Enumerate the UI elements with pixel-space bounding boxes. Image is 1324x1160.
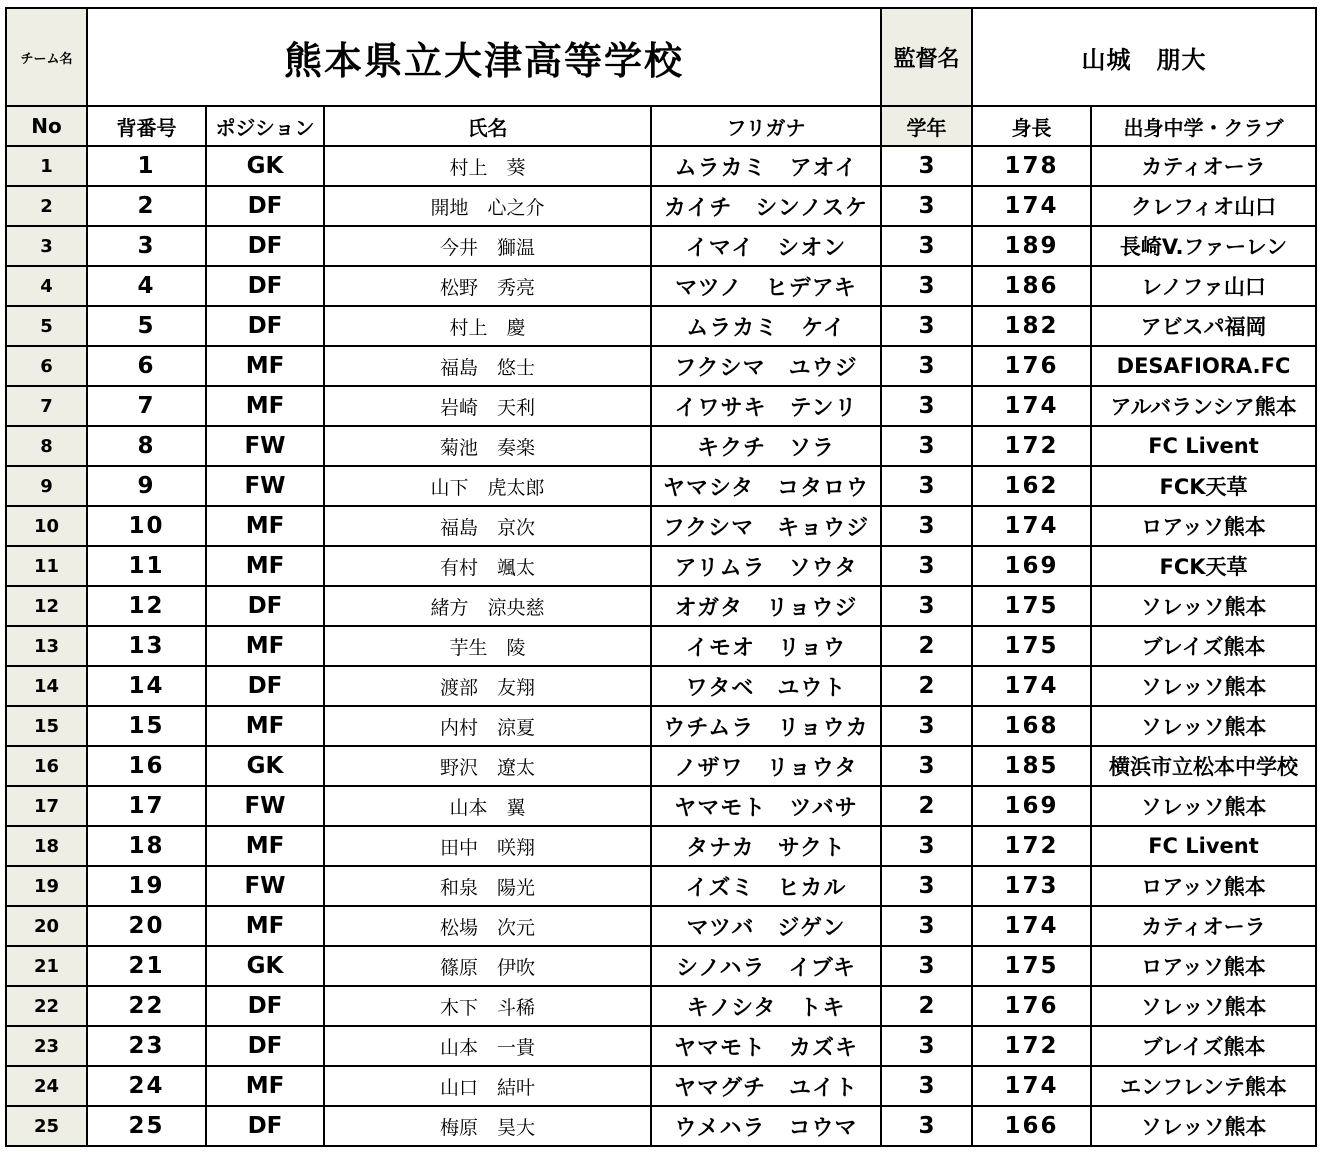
cell-club: ソレッソ熊本 bbox=[1091, 706, 1316, 746]
cell-jersey: 2 bbox=[87, 186, 206, 226]
cell-position: DF bbox=[206, 666, 324, 706]
table-row bbox=[6, 586, 1316, 626]
cell-no: 18 bbox=[6, 826, 87, 866]
cell-no: 23 bbox=[6, 1026, 87, 1066]
cell-position: DF bbox=[206, 226, 324, 266]
cell-position: MF bbox=[206, 706, 324, 746]
cell-kana: ヤマモト ツバサ bbox=[651, 786, 881, 826]
cell-position: FW bbox=[206, 786, 324, 826]
cell-name: 岩崎 天利 bbox=[324, 386, 651, 426]
cell-height: 172 bbox=[972, 1026, 1091, 1066]
cell-name: 緒方 涼央慈 bbox=[324, 586, 651, 626]
cell-name: 山本 一貴 bbox=[324, 1026, 651, 1066]
cell-name: 和泉 陽光 bbox=[324, 866, 651, 906]
cell-position: DF bbox=[206, 586, 324, 626]
cell-kana: マツバ ジゲン bbox=[651, 906, 881, 946]
cell-kana: ヤマモト カズキ bbox=[651, 1026, 881, 1066]
cell-name: 田中 咲翔 bbox=[324, 826, 651, 866]
cell-grade: 3 bbox=[881, 346, 972, 386]
cell-club: FCK天草 bbox=[1091, 466, 1316, 506]
cell-position: FW bbox=[206, 466, 324, 506]
cell-kana: イマイ シオン bbox=[651, 226, 881, 266]
cell-kana: フクシマ ユウジ bbox=[651, 346, 881, 386]
cell-position: DF bbox=[206, 986, 324, 1026]
cell-name: 渡部 友翔 bbox=[324, 666, 651, 706]
cell-position: MF bbox=[206, 386, 324, 426]
cell-position: GK bbox=[206, 946, 324, 986]
table-row bbox=[6, 906, 1316, 946]
cell-jersey: 9 bbox=[87, 466, 206, 506]
cell-grade: 3 bbox=[881, 546, 972, 586]
cell-kana: マツノ ヒデアキ bbox=[651, 266, 881, 306]
cell-jersey: 17 bbox=[87, 786, 206, 826]
cell-no: 10 bbox=[6, 506, 87, 546]
coach-label: 監督名 bbox=[881, 8, 972, 106]
cell-position: MF bbox=[206, 1066, 324, 1106]
cell-club: カティオーラ bbox=[1091, 906, 1316, 946]
cell-kana: シノハラ イブキ bbox=[651, 946, 881, 986]
column-header-kana: フリガナ bbox=[651, 106, 881, 146]
cell-grade: 3 bbox=[881, 1026, 972, 1066]
roster-table bbox=[5, 7, 1317, 1147]
cell-no: 9 bbox=[6, 466, 87, 506]
table-row bbox=[6, 706, 1316, 746]
cell-height: 172 bbox=[972, 826, 1091, 866]
cell-grade: 3 bbox=[881, 906, 972, 946]
cell-jersey: 12 bbox=[87, 586, 206, 626]
cell-club: アルバランシア熊本 bbox=[1091, 386, 1316, 426]
cell-height: 166 bbox=[972, 1106, 1091, 1146]
cell-position: MF bbox=[206, 546, 324, 586]
cell-no: 17 bbox=[6, 786, 87, 826]
cell-height: 174 bbox=[972, 386, 1091, 426]
cell-no: 7 bbox=[6, 386, 87, 426]
table-row bbox=[6, 866, 1316, 906]
cell-jersey: 1 bbox=[87, 146, 206, 186]
cell-grade: 3 bbox=[881, 226, 972, 266]
cell-height: 174 bbox=[972, 1066, 1091, 1106]
cell-jersey: 8 bbox=[87, 426, 206, 466]
cell-grade: 3 bbox=[881, 1066, 972, 1106]
column-header-grade: 学年 bbox=[881, 106, 972, 146]
cell-name: 村上 葵 bbox=[324, 146, 651, 186]
cell-height: 174 bbox=[972, 906, 1091, 946]
cell-kana: ムラカミ アオイ bbox=[651, 146, 881, 186]
cell-club: ソレッソ熊本 bbox=[1091, 586, 1316, 626]
cell-kana: オガタ リョウジ bbox=[651, 586, 881, 626]
cell-jersey: 23 bbox=[87, 1026, 206, 1066]
cell-grade: 3 bbox=[881, 306, 972, 346]
cell-club: ロアッソ熊本 bbox=[1091, 506, 1316, 546]
cell-jersey: 11 bbox=[87, 546, 206, 586]
table-row bbox=[6, 626, 1316, 666]
column-header-no: No bbox=[6, 106, 87, 146]
cell-grade: 3 bbox=[881, 266, 972, 306]
cell-position: MF bbox=[206, 506, 324, 546]
cell-no: 15 bbox=[6, 706, 87, 746]
table-row bbox=[6, 386, 1316, 426]
cell-grade: 3 bbox=[881, 426, 972, 466]
cell-club: 長崎V.ファーレン bbox=[1091, 226, 1316, 266]
cell-name: 今井 獅温 bbox=[324, 226, 651, 266]
cell-kana: フクシマ キョウジ bbox=[651, 506, 881, 546]
cell-position: DF bbox=[206, 1026, 324, 1066]
cell-height: 176 bbox=[972, 986, 1091, 1026]
cell-name: 芋生 陵 bbox=[324, 626, 651, 666]
column-header-club: 出身中学・クラブ bbox=[1091, 106, 1316, 146]
cell-no: 5 bbox=[6, 306, 87, 346]
table-row bbox=[6, 346, 1316, 386]
cell-grade: 2 bbox=[881, 986, 972, 1026]
cell-club: DESAFIORA.FC bbox=[1091, 346, 1316, 386]
cell-no: 6 bbox=[6, 346, 87, 386]
cell-club: カティオーラ bbox=[1091, 146, 1316, 186]
cell-club: ソレッソ熊本 bbox=[1091, 986, 1316, 1026]
cell-grade: 3 bbox=[881, 586, 972, 626]
column-header-jersey: 背番号 bbox=[87, 106, 206, 146]
cell-grade: 2 bbox=[881, 626, 972, 666]
cell-club: FCK天草 bbox=[1091, 546, 1316, 586]
cell-kana: キクチ ソラ bbox=[651, 426, 881, 466]
cell-grade: 3 bbox=[881, 146, 972, 186]
cell-position: MF bbox=[206, 346, 324, 386]
cell-no: 4 bbox=[6, 266, 87, 306]
cell-no: 21 bbox=[6, 946, 87, 986]
cell-name: 山本 翼 bbox=[324, 786, 651, 826]
cell-no: 13 bbox=[6, 626, 87, 666]
cell-club: ブレイズ熊本 bbox=[1091, 626, 1316, 666]
cell-kana: アリムラ ソウタ bbox=[651, 546, 881, 586]
cell-no: 14 bbox=[6, 666, 87, 706]
cell-position: DF bbox=[206, 186, 324, 226]
cell-grade: 2 bbox=[881, 666, 972, 706]
cell-height: 162 bbox=[972, 466, 1091, 506]
cell-height: 186 bbox=[972, 266, 1091, 306]
cell-kana: カイチ シンノスケ bbox=[651, 186, 881, 226]
cell-jersey: 18 bbox=[87, 826, 206, 866]
cell-kana: キノシタ トキ bbox=[651, 986, 881, 1026]
cell-name: 松野 秀亮 bbox=[324, 266, 651, 306]
cell-jersey: 14 bbox=[87, 666, 206, 706]
table-row bbox=[6, 546, 1316, 586]
cell-kana: ウメハラ コウマ bbox=[651, 1106, 881, 1146]
header-row bbox=[6, 8, 1316, 106]
table-row bbox=[6, 146, 1316, 186]
cell-club: FC Livent bbox=[1091, 826, 1316, 866]
table-row bbox=[6, 186, 1316, 226]
cell-height: 174 bbox=[972, 186, 1091, 226]
table-row bbox=[6, 826, 1316, 866]
cell-position: MF bbox=[206, 906, 324, 946]
cell-name: 開地 心之介 bbox=[324, 186, 651, 226]
cell-height: 173 bbox=[972, 866, 1091, 906]
cell-position: DF bbox=[206, 306, 324, 346]
cell-name: 福島 悠士 bbox=[324, 346, 651, 386]
cell-name: 野沢 遼太 bbox=[324, 746, 651, 786]
cell-name: 山口 結叶 bbox=[324, 1066, 651, 1106]
cell-no: 2 bbox=[6, 186, 87, 226]
table-row bbox=[6, 666, 1316, 706]
cell-jersey: 3 bbox=[87, 226, 206, 266]
cell-grade: 3 bbox=[881, 506, 972, 546]
cell-position: GK bbox=[206, 746, 324, 786]
cell-height: 172 bbox=[972, 426, 1091, 466]
cell-jersey: 22 bbox=[87, 986, 206, 1026]
cell-name: 松場 次元 bbox=[324, 906, 651, 946]
cell-club: レノファ山口 bbox=[1091, 266, 1316, 306]
cell-jersey: 21 bbox=[87, 946, 206, 986]
table-row bbox=[6, 986, 1316, 1026]
cell-position: GK bbox=[206, 146, 324, 186]
table-row bbox=[6, 226, 1316, 266]
cell-kana: タナカ サクト bbox=[651, 826, 881, 866]
cell-grade: 2 bbox=[881, 786, 972, 826]
cell-club: ロアッソ熊本 bbox=[1091, 866, 1316, 906]
cell-jersey: 15 bbox=[87, 706, 206, 746]
cell-height: 178 bbox=[972, 146, 1091, 186]
cell-club: クレフィオ山口 bbox=[1091, 186, 1316, 226]
table-row bbox=[6, 306, 1316, 346]
column-header-row bbox=[6, 106, 1316, 146]
cell-kana: ヤマグチ ユイト bbox=[651, 1066, 881, 1106]
cell-jersey: 6 bbox=[87, 346, 206, 386]
cell-jersey: 24 bbox=[87, 1066, 206, 1106]
cell-no: 25 bbox=[6, 1106, 87, 1146]
cell-jersey: 20 bbox=[87, 906, 206, 946]
cell-kana: イズミ ヒカル bbox=[651, 866, 881, 906]
table-row bbox=[6, 1066, 1316, 1106]
cell-no: 20 bbox=[6, 906, 87, 946]
cell-kana: ウチムラ リョウカ bbox=[651, 706, 881, 746]
cell-height: 182 bbox=[972, 306, 1091, 346]
cell-jersey: 7 bbox=[87, 386, 206, 426]
table-row bbox=[6, 506, 1316, 546]
cell-club: 横浜市立松本中学校 bbox=[1091, 746, 1316, 786]
table-row bbox=[6, 266, 1316, 306]
cell-height: 169 bbox=[972, 546, 1091, 586]
table-row bbox=[6, 1026, 1316, 1066]
table-row bbox=[6, 786, 1316, 826]
table-row bbox=[6, 946, 1316, 986]
cell-grade: 3 bbox=[881, 706, 972, 746]
cell-no: 1 bbox=[6, 146, 87, 186]
cell-jersey: 13 bbox=[87, 626, 206, 666]
cell-no: 24 bbox=[6, 1066, 87, 1106]
cell-name: 梅原 昊大 bbox=[324, 1106, 651, 1146]
cell-jersey: 16 bbox=[87, 746, 206, 786]
cell-position: FW bbox=[206, 426, 324, 466]
table-row bbox=[6, 1106, 1316, 1146]
column-header-name: 氏名 bbox=[324, 106, 651, 146]
cell-jersey: 4 bbox=[87, 266, 206, 306]
table-row bbox=[6, 746, 1316, 786]
cell-kana: ワタベ ユウト bbox=[651, 666, 881, 706]
cell-club: ソレッソ熊本 bbox=[1091, 666, 1316, 706]
cell-club: ソレッソ熊本 bbox=[1091, 1106, 1316, 1146]
cell-name: 内村 涼夏 bbox=[324, 706, 651, 746]
coach-name: 山城 朋大 bbox=[972, 8, 1316, 106]
table-row bbox=[6, 426, 1316, 466]
cell-jersey: 5 bbox=[87, 306, 206, 346]
cell-jersey: 25 bbox=[87, 1106, 206, 1146]
cell-no: 12 bbox=[6, 586, 87, 626]
cell-grade: 3 bbox=[881, 186, 972, 226]
cell-name: 村上 慶 bbox=[324, 306, 651, 346]
cell-club: FC Livent bbox=[1091, 426, 1316, 466]
cell-name: 有村 颯太 bbox=[324, 546, 651, 586]
cell-kana: ノザワ リョウタ bbox=[651, 746, 881, 786]
cell-jersey: 10 bbox=[87, 506, 206, 546]
cell-height: 168 bbox=[972, 706, 1091, 746]
cell-height: 174 bbox=[972, 506, 1091, 546]
cell-grade: 3 bbox=[881, 946, 972, 986]
cell-club: アビスパ福岡 bbox=[1091, 306, 1316, 346]
cell-height: 189 bbox=[972, 226, 1091, 266]
cell-height: 175 bbox=[972, 586, 1091, 626]
cell-grade: 3 bbox=[881, 826, 972, 866]
cell-no: 8 bbox=[6, 426, 87, 466]
cell-name: 木下 斗稀 bbox=[324, 986, 651, 1026]
cell-grade: 3 bbox=[881, 386, 972, 426]
cell-position: DF bbox=[206, 266, 324, 306]
cell-position: FW bbox=[206, 866, 324, 906]
cell-club: ブレイズ熊本 bbox=[1091, 1026, 1316, 1066]
cell-kana: イモオ リョウ bbox=[651, 626, 881, 666]
cell-height: 175 bbox=[972, 626, 1091, 666]
cell-position: MF bbox=[206, 626, 324, 666]
column-header-height: 身長 bbox=[972, 106, 1091, 146]
cell-height: 169 bbox=[972, 786, 1091, 826]
cell-grade: 3 bbox=[881, 746, 972, 786]
cell-club: ソレッソ熊本 bbox=[1091, 786, 1316, 826]
cell-kana: ムラカミ ケイ bbox=[651, 306, 881, 346]
cell-height: 185 bbox=[972, 746, 1091, 786]
cell-name: 菊池 奏楽 bbox=[324, 426, 651, 466]
table-row bbox=[6, 466, 1316, 506]
cell-grade: 3 bbox=[881, 866, 972, 906]
cell-grade: 3 bbox=[881, 1106, 972, 1146]
cell-no: 3 bbox=[6, 226, 87, 266]
cell-height: 174 bbox=[972, 666, 1091, 706]
cell-position: DF bbox=[206, 1106, 324, 1146]
team-label: チーム名 bbox=[6, 8, 87, 106]
cell-position: MF bbox=[206, 826, 324, 866]
cell-height: 175 bbox=[972, 946, 1091, 986]
column-header-position: ポジション bbox=[206, 106, 324, 146]
cell-club: エンフレンテ熊本 bbox=[1091, 1066, 1316, 1106]
cell-name: 山下 虎太郎 bbox=[324, 466, 651, 506]
cell-height: 176 bbox=[972, 346, 1091, 386]
team-name: 熊本県立大津高等学校 bbox=[87, 8, 881, 106]
cell-name: 篠原 伊吹 bbox=[324, 946, 651, 986]
cell-club: ロアッソ熊本 bbox=[1091, 946, 1316, 986]
cell-no: 22 bbox=[6, 986, 87, 1026]
cell-name: 福島 京次 bbox=[324, 506, 651, 546]
cell-jersey: 19 bbox=[87, 866, 206, 906]
cell-kana: イワサキ テンリ bbox=[651, 386, 881, 426]
cell-no: 19 bbox=[6, 866, 87, 906]
cell-no: 16 bbox=[6, 746, 87, 786]
cell-kana: ヤマシタ コタロウ bbox=[651, 466, 881, 506]
cell-grade: 3 bbox=[881, 466, 972, 506]
cell-no: 11 bbox=[6, 546, 87, 586]
